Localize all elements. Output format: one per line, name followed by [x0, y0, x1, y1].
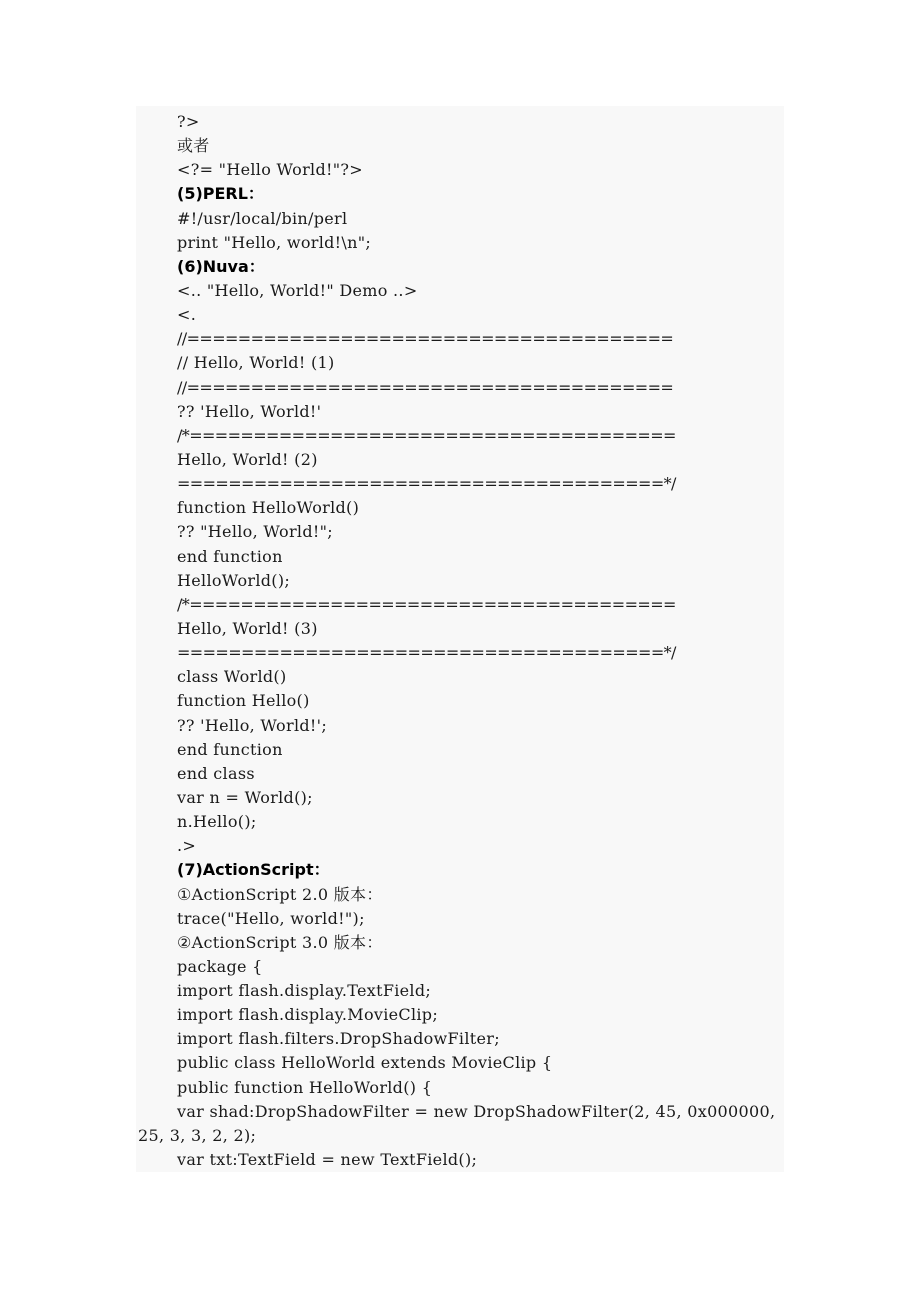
code-line: ?? 'Hello, World!'	[177, 401, 322, 421]
code-line: end class	[177, 763, 255, 783]
code-line: /*======================================	[177, 594, 676, 614]
code-line: ======================================*/	[177, 474, 676, 494]
code-line: public function HelloWorld() {	[177, 1077, 433, 1097]
code-line: ?? 'Hello, World!';	[177, 715, 328, 735]
code-line: var n = World();	[177, 787, 313, 807]
code-line: //======================================	[177, 329, 674, 349]
code-line: <.	[177, 305, 197, 325]
code-line: public class HelloWorld extends MovieClip {	[177, 1053, 553, 1073]
code-line: Hello, World! (3)	[177, 618, 318, 638]
code-line: <?= "Hello World!"?>	[177, 160, 363, 180]
code-line: function HelloWorld()	[177, 498, 360, 518]
code-line: end function	[177, 739, 283, 759]
code-listing-panel	[136, 106, 784, 1172]
code-line: #!/usr/local/bin/perl	[177, 208, 348, 228]
code-line: 25, 3, 3, 2, 2);	[138, 1125, 257, 1145]
code-line: trace("Hello, world!");	[177, 908, 365, 928]
code-line: // Hello, World! (1)	[177, 353, 335, 373]
code-line: HelloWorld();	[177, 570, 291, 590]
code-line: end function	[177, 546, 283, 566]
section-heading: (6)Nuva：	[177, 256, 265, 276]
code-line: ①ActionScript 2.0 版本：	[177, 884, 383, 904]
code-line: function Hello()	[177, 691, 310, 711]
code-line: ?? "Hello, World!";	[177, 522, 333, 542]
code-line: .>	[177, 836, 197, 856]
code-line: 或者	[177, 136, 210, 156]
code-line: /*======================================	[177, 425, 676, 445]
code-line: ======================================*/	[177, 643, 676, 663]
code-line: var txt:TextField = new TextField();	[177, 1150, 478, 1170]
section-heading: (5)PERL：	[177, 184, 264, 204]
code-line: ②ActionScript 3.0 版本：	[177, 932, 383, 952]
code-line: import flash.display.TextField;	[177, 981, 432, 1001]
code-lines	[0, 110, 776, 1172]
code-line: ?>	[177, 112, 200, 131]
code-line: package {	[177, 956, 263, 976]
code-line: import flash.filters.DropShadowFilter;	[177, 1029, 500, 1049]
section-heading: (7)ActionScript：	[177, 860, 330, 880]
code-line: import flash.display.MovieClip;	[177, 1005, 439, 1025]
code-line: var shad:DropShadowFilter = new DropShadowFilter(2, 45, 0x000000,	[177, 1101, 776, 1121]
code-line: <.. "Hello, World!" Demo ..>	[177, 280, 418, 300]
code-line: class World()	[177, 667, 287, 687]
code-line: n.Hello();	[177, 812, 257, 832]
code-line: Hello, World! (2)	[177, 449, 318, 469]
code-line: //======================================	[177, 377, 674, 397]
code-line: print "Hello, world!\n";	[177, 232, 372, 252]
